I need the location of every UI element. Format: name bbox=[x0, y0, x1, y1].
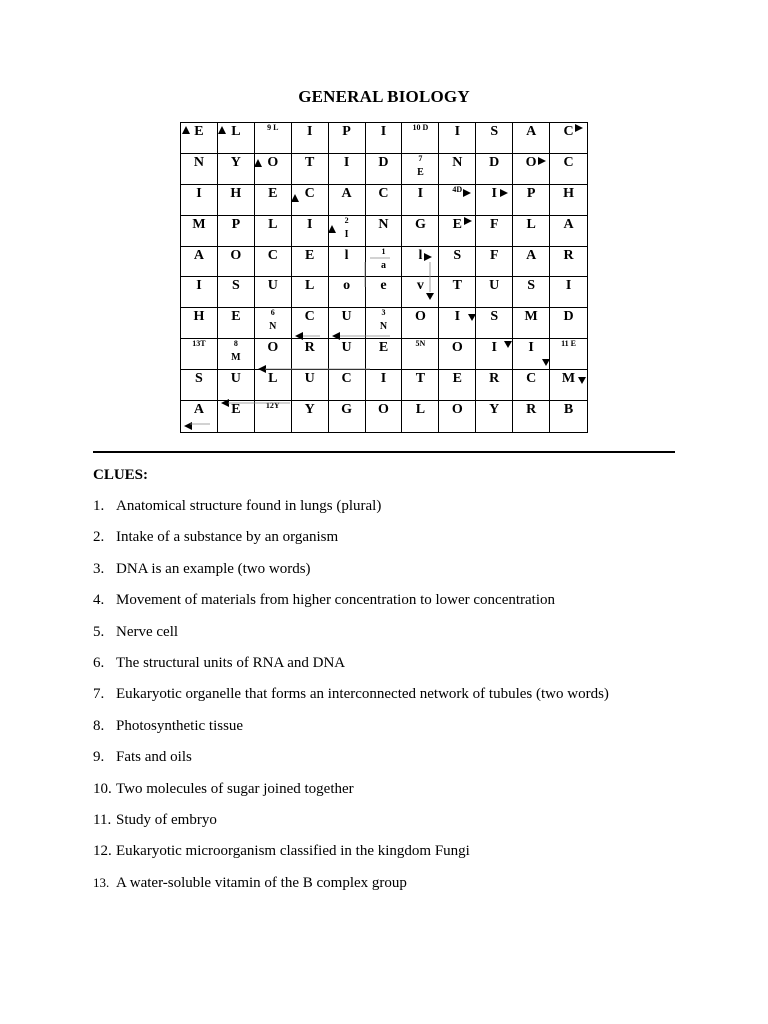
grid-cell bbox=[255, 154, 292, 185]
grid-letter: O bbox=[378, 402, 389, 418]
grid-letter: I bbox=[306, 216, 313, 232]
grid-cell bbox=[439, 154, 476, 185]
grid-letter: N bbox=[193, 154, 205, 170]
clues-heading: CLUES: bbox=[93, 467, 149, 483]
clue-number: 1 bbox=[381, 246, 386, 256]
clue-text: Intake of a substance by an organism bbox=[116, 529, 339, 546]
clue-item bbox=[93, 624, 609, 655]
grid-cell bbox=[292, 339, 329, 370]
grid-letter: A bbox=[563, 216, 574, 232]
clue-item bbox=[93, 498, 609, 529]
grid-letter: O bbox=[451, 402, 463, 418]
grid-letter: l bbox=[418, 247, 423, 263]
grid-cell bbox=[513, 123, 550, 154]
grid-letter: H bbox=[193, 309, 205, 325]
grid-letter: G bbox=[341, 402, 353, 418]
grid-letter: E bbox=[452, 371, 462, 387]
clue-text: Two molecules of sugar joined together bbox=[116, 780, 354, 797]
clue-number: 4D bbox=[452, 184, 463, 194]
grid-cell bbox=[255, 123, 292, 154]
grid-letter: I bbox=[417, 185, 424, 201]
grid-cell bbox=[255, 216, 292, 247]
grid-letter: G bbox=[414, 216, 426, 232]
grid-letter: A bbox=[341, 185, 352, 201]
grid-letter: I bbox=[344, 228, 349, 240]
grid-letter: M bbox=[561, 371, 576, 387]
grid-letter: S bbox=[231, 278, 240, 294]
grid-letter: O bbox=[525, 154, 537, 170]
grid-letter: A bbox=[526, 124, 537, 139]
grid-cell bbox=[550, 123, 587, 154]
grid-cell bbox=[181, 401, 218, 432]
clue-number: 9. bbox=[93, 749, 105, 766]
grid-cell bbox=[366, 185, 403, 216]
grid-cell bbox=[218, 401, 255, 432]
grid-letter: l bbox=[344, 247, 349, 263]
grid-letter: I bbox=[196, 185, 202, 201]
clue-number: 4. bbox=[93, 592, 105, 609]
grid-letter: E bbox=[305, 247, 315, 263]
grid-letter: L bbox=[305, 278, 315, 294]
grid-letter: U bbox=[267, 278, 278, 294]
grid-letter: I bbox=[196, 278, 202, 294]
grid-cell bbox=[366, 154, 403, 185]
grid-cell bbox=[292, 123, 329, 154]
clue-number: 11. bbox=[93, 811, 112, 828]
grid-cell bbox=[218, 123, 255, 154]
grid-cell bbox=[402, 401, 439, 432]
grid-letter: U bbox=[304, 371, 315, 387]
grid-letter: L bbox=[231, 124, 241, 139]
grid-cell bbox=[439, 216, 476, 247]
grid-cell bbox=[550, 401, 587, 432]
grid-cell bbox=[439, 370, 476, 401]
grid-letter: I bbox=[491, 185, 497, 201]
grid-cell bbox=[329, 216, 366, 247]
grid-letter: I bbox=[343, 154, 350, 170]
grid-letter: D bbox=[378, 154, 389, 170]
clue-number: 7 bbox=[418, 153, 423, 163]
grid-letter: C bbox=[526, 371, 537, 387]
grid-cell bbox=[439, 308, 476, 339]
grid-letter: H bbox=[230, 185, 242, 201]
grid-letter: o bbox=[343, 278, 351, 294]
grid-cell bbox=[292, 216, 329, 247]
clue-item bbox=[93, 875, 609, 906]
clue-text: Nerve cell bbox=[116, 623, 179, 640]
grid-cell bbox=[476, 123, 513, 154]
grid-cell bbox=[439, 277, 476, 308]
grid-letter: O bbox=[451, 340, 463, 356]
grid-letter: I bbox=[565, 278, 572, 294]
grid-letter: C bbox=[378, 185, 389, 201]
clue-number: 2. bbox=[93, 529, 105, 546]
grid-letter: P bbox=[526, 185, 536, 201]
grid-letter: C bbox=[267, 247, 278, 263]
clue-number: 5N bbox=[415, 339, 426, 349]
grid-letter: R bbox=[489, 371, 500, 387]
grid-letter: E bbox=[417, 166, 424, 178]
grid-letter: I bbox=[380, 124, 387, 139]
clue-number: 8 bbox=[233, 339, 238, 349]
clue-item bbox=[93, 592, 609, 623]
grid-letter: M bbox=[524, 309, 538, 325]
clue-item bbox=[93, 655, 609, 686]
grid-letter: F bbox=[489, 247, 499, 263]
grid-cell bbox=[255, 401, 292, 432]
grid-cell bbox=[476, 339, 513, 370]
grid-cell bbox=[366, 123, 403, 154]
grid-letter: L bbox=[268, 216, 278, 232]
grid-letter: C bbox=[304, 185, 315, 201]
grid-cell bbox=[329, 401, 366, 432]
grid-letter: R bbox=[526, 402, 537, 418]
grid-letter: Y bbox=[489, 402, 500, 418]
grid-cell bbox=[329, 277, 366, 308]
grid-cell bbox=[439, 185, 476, 216]
grid-cell bbox=[255, 185, 292, 216]
clue-item bbox=[93, 686, 609, 717]
clue-text: Eukaryotic organelle that forms an interconnected network of tubules (two words) bbox=[116, 686, 609, 703]
grid-cell bbox=[402, 247, 439, 278]
grid-cell bbox=[513, 154, 550, 185]
grid-cell bbox=[218, 216, 255, 247]
grid-cell bbox=[439, 339, 476, 370]
grid-letter: U bbox=[341, 340, 352, 356]
grid-cell bbox=[513, 277, 550, 308]
grid-letter: L bbox=[526, 216, 536, 232]
section-divider bbox=[93, 451, 675, 453]
grid-cell bbox=[366, 308, 403, 339]
grid-cell bbox=[402, 216, 439, 247]
grid-cell bbox=[402, 277, 439, 308]
grid-letter: S bbox=[527, 278, 536, 294]
clue-item bbox=[93, 812, 609, 843]
clue-item bbox=[93, 749, 609, 780]
grid-cell bbox=[439, 247, 476, 278]
grid-cell bbox=[181, 277, 218, 308]
grid-cell bbox=[366, 277, 403, 308]
clue-number: 13T bbox=[192, 339, 206, 349]
grid-cell bbox=[329, 339, 366, 370]
grid-cell bbox=[329, 123, 366, 154]
grid-cell bbox=[366, 247, 403, 278]
grid-letter: M bbox=[192, 216, 206, 232]
grid-letter: M bbox=[231, 352, 241, 364]
grid-cell bbox=[476, 247, 513, 278]
grid-letter: D bbox=[563, 309, 574, 325]
grid-letter: P bbox=[231, 216, 241, 232]
grid-cell bbox=[181, 185, 218, 216]
grid-cell bbox=[550, 308, 587, 339]
clue-number: 5. bbox=[93, 623, 105, 640]
grid-cell bbox=[255, 277, 292, 308]
grid-cell bbox=[218, 339, 255, 370]
grid-cell bbox=[181, 370, 218, 401]
grid-cell bbox=[366, 216, 403, 247]
grid-cell bbox=[476, 401, 513, 432]
grid-cell bbox=[550, 370, 587, 401]
grid-letter: I bbox=[528, 340, 534, 356]
grid-cell bbox=[476, 154, 513, 185]
clue-text: Movement of materials from higher concentration to lower concentration bbox=[116, 592, 556, 609]
grid-letter: E bbox=[378, 340, 389, 356]
grid-letter: N bbox=[269, 321, 277, 333]
grid-letter: C bbox=[341, 371, 352, 387]
clue-text: Photosynthetic tissue bbox=[116, 717, 244, 734]
grid-cell bbox=[550, 339, 587, 370]
clue-number: 10 D bbox=[412, 123, 429, 132]
grid-letter: S bbox=[195, 371, 203, 387]
grid-letter: e bbox=[380, 278, 387, 294]
grid-letter: C bbox=[563, 154, 574, 170]
grid-letter: C bbox=[563, 124, 574, 139]
grid-letter: v bbox=[416, 278, 424, 294]
grid-cell bbox=[255, 247, 292, 278]
clue-number: 11 E bbox=[561, 339, 576, 349]
clue-number: 3. bbox=[93, 560, 105, 577]
grid-cell bbox=[402, 154, 439, 185]
grid-letter: I bbox=[306, 124, 313, 139]
grid-letter: A bbox=[526, 247, 537, 263]
grid-letter: E bbox=[268, 185, 278, 201]
grid-letter: S bbox=[490, 309, 499, 325]
clue-item bbox=[93, 529, 609, 560]
grid-cell bbox=[366, 370, 403, 401]
grid-cell bbox=[181, 308, 218, 339]
grid-cell bbox=[292, 401, 329, 432]
grid-letter: N bbox=[378, 216, 389, 232]
clue-text: The structural units of RNA and DNA bbox=[116, 654, 346, 671]
page-title: GENERAL BIOLOGY bbox=[298, 87, 470, 106]
grid-cell bbox=[476, 277, 513, 308]
clue-number: 7. bbox=[93, 686, 105, 703]
grid-cell bbox=[181, 339, 218, 370]
grid-cell bbox=[181, 247, 218, 278]
grid-letter: D bbox=[489, 154, 500, 170]
grid-cell bbox=[181, 154, 218, 185]
grid-letter: P bbox=[342, 124, 351, 139]
clue-number: 6. bbox=[93, 654, 105, 671]
grid-letter: N bbox=[452, 154, 463, 170]
grid-cell bbox=[513, 247, 550, 278]
grid-letter: Y bbox=[230, 154, 241, 170]
grid-cell bbox=[513, 216, 550, 247]
grid-letter: S bbox=[490, 124, 499, 139]
grid-cell bbox=[292, 277, 329, 308]
grid-cell bbox=[292, 247, 329, 278]
grid-letter: U bbox=[341, 309, 352, 325]
grid-letter: T bbox=[415, 371, 426, 387]
grid-letter: L bbox=[415, 402, 426, 418]
grid-cell bbox=[292, 154, 329, 185]
grid-letter: E bbox=[194, 124, 204, 139]
grid-letter: I bbox=[454, 309, 461, 325]
clue-number: 9 L bbox=[267, 123, 279, 132]
clue-item bbox=[93, 718, 609, 749]
clues-list bbox=[93, 498, 609, 906]
grid-letter: O bbox=[267, 340, 279, 356]
clue-number: 12Y bbox=[265, 401, 280, 411]
clue-item bbox=[93, 561, 609, 592]
clue-text: Fats and oils bbox=[116, 749, 192, 766]
grid-letter: R bbox=[563, 247, 574, 263]
clue-text: A water-soluble vitamin of the B complex group bbox=[116, 874, 407, 891]
clue-number: 1. bbox=[93, 498, 105, 514]
grid-letter: Y bbox=[304, 402, 315, 418]
grid-letter: H bbox=[563, 185, 574, 201]
grid-cell bbox=[181, 123, 218, 154]
grid-cell bbox=[329, 185, 366, 216]
grid-letter: O bbox=[230, 247, 242, 263]
grid-cell bbox=[550, 247, 587, 278]
grid-cell bbox=[218, 370, 255, 401]
grid-cell bbox=[218, 277, 255, 308]
clue-item bbox=[93, 843, 609, 874]
grid-cell bbox=[513, 401, 550, 432]
grid-letter: I bbox=[380, 371, 387, 387]
grid-letter: E bbox=[452, 216, 462, 232]
grid-cell bbox=[513, 370, 550, 401]
clue-item bbox=[93, 781, 609, 812]
word-search-grid bbox=[180, 122, 588, 433]
grid-letter: O bbox=[267, 154, 279, 170]
clue-text: Study of embryo bbox=[116, 811, 217, 828]
grid-cell bbox=[476, 370, 513, 401]
clue-number: 8. bbox=[93, 717, 105, 734]
grid-letter: F bbox=[489, 216, 499, 232]
grid-letter: U bbox=[489, 278, 500, 294]
grid-cell bbox=[329, 154, 366, 185]
grid-cell bbox=[292, 185, 329, 216]
clue-number: 3 bbox=[381, 308, 386, 318]
grid-cell bbox=[402, 308, 439, 339]
clue-number: 2 bbox=[344, 215, 349, 225]
grid-cell bbox=[402, 185, 439, 216]
grid-letter: E bbox=[231, 309, 241, 325]
grid-cell bbox=[329, 308, 366, 339]
grid-cell bbox=[292, 308, 329, 339]
grid-letter: S bbox=[453, 247, 462, 263]
clue-number: 12. bbox=[93, 843, 112, 860]
grid-cell bbox=[476, 185, 513, 216]
clue-text: Anatomical structure found in lungs (plural) bbox=[116, 498, 382, 514]
grid-cell bbox=[476, 216, 513, 247]
grid-letter: I bbox=[454, 124, 461, 139]
grid-cell bbox=[255, 370, 292, 401]
grid-letter: I bbox=[491, 340, 497, 356]
grid-cell bbox=[366, 401, 403, 432]
clue-number: 6 bbox=[270, 308, 275, 318]
grid-cell bbox=[513, 185, 550, 216]
grid-cell bbox=[218, 154, 255, 185]
grid-letter: O bbox=[414, 309, 426, 325]
grid-cell bbox=[218, 308, 255, 339]
grid-letter: A bbox=[193, 402, 205, 418]
grid-cell bbox=[402, 123, 439, 154]
clue-text: Eukaryotic microorganism classified in the kingdom Fungi bbox=[116, 843, 470, 860]
grid-letter: U bbox=[230, 371, 241, 387]
grid-cell bbox=[329, 247, 366, 278]
grid-cell bbox=[550, 185, 587, 216]
grid-cell bbox=[255, 308, 292, 339]
grid-cell bbox=[439, 401, 476, 432]
grid-letter: A bbox=[193, 247, 205, 263]
grid-cell bbox=[366, 339, 403, 370]
clue-text: DNA is an example (two words) bbox=[116, 560, 311, 577]
grid-letter: N bbox=[379, 321, 388, 333]
grid-cell bbox=[476, 308, 513, 339]
grid-cell bbox=[255, 339, 292, 370]
grid-cell bbox=[218, 247, 255, 278]
grid-cell bbox=[329, 370, 366, 401]
grid-letter: C bbox=[304, 309, 315, 325]
grid-letter: R bbox=[304, 340, 315, 356]
clue-number: 10. bbox=[93, 780, 112, 797]
grid-cell bbox=[513, 308, 550, 339]
grid-cell bbox=[181, 216, 218, 247]
grid-cell bbox=[513, 339, 550, 370]
grid-letter: L bbox=[268, 371, 278, 387]
grid-cell bbox=[218, 185, 255, 216]
grid-letter: T bbox=[452, 278, 462, 294]
grid-cell bbox=[550, 277, 587, 308]
grid-letter: E bbox=[231, 402, 241, 418]
grid-cell bbox=[439, 123, 476, 154]
grid-letter: B bbox=[563, 402, 574, 418]
grid-letter: a bbox=[380, 259, 386, 271]
grid-cell bbox=[550, 216, 587, 247]
clue-number: 13. bbox=[93, 874, 110, 890]
grid-cell bbox=[550, 154, 587, 185]
grid-letter: T bbox=[305, 154, 315, 170]
grid-cell bbox=[402, 339, 439, 370]
grid-cell bbox=[292, 370, 329, 401]
grid-cell bbox=[402, 370, 439, 401]
